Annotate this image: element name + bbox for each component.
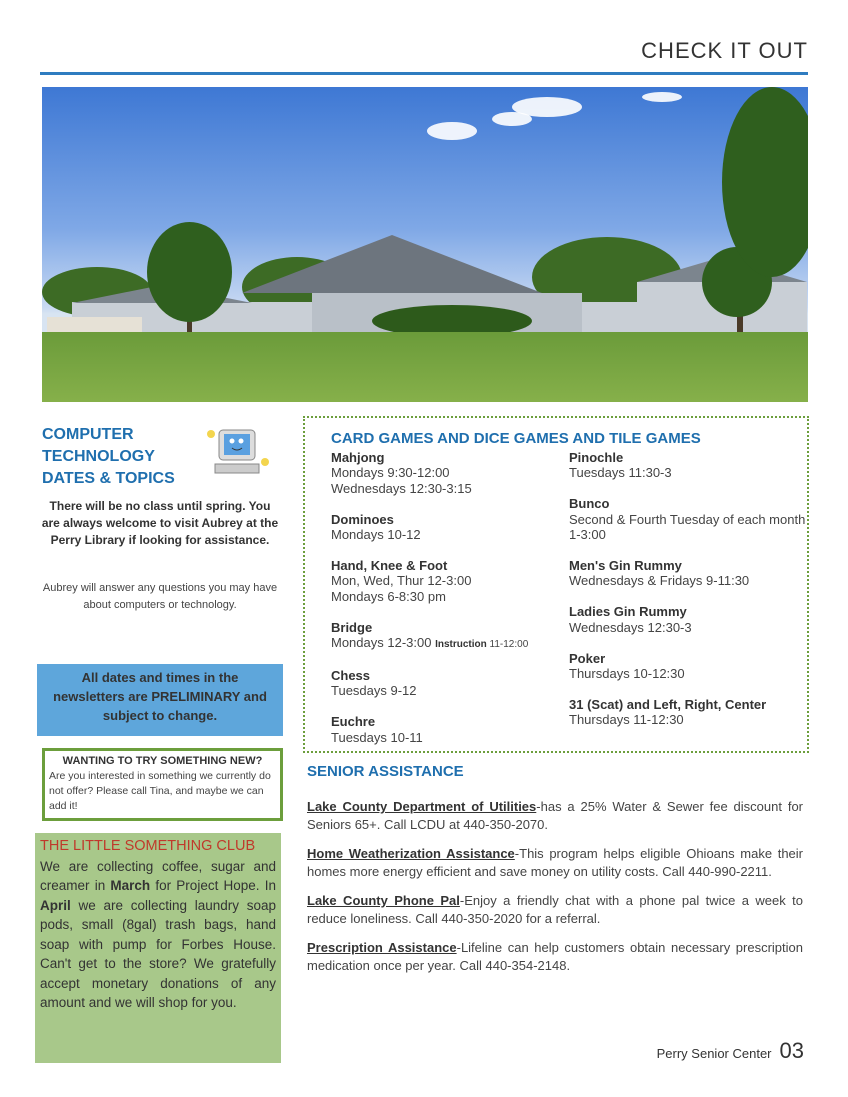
game-item — [331, 512, 569, 543]
games-title: CARD GAMES AND DICE GAMES AND TILE GAMES — [331, 430, 701, 447]
game-name: Euchre — [331, 714, 376, 730]
computer-class-notice: There will be no class until spring. You are always welcome to visit Aubrey at the Perry Library if looking for assistance. — [41, 499, 279, 547]
assistance-text: -Enjoy a friendly chat with a phone pal twice a week to reduce loneliness. Call 440-350-2020 for a referral. — [307, 893, 803, 926]
game-extra-time: 11-12:00 — [486, 639, 529, 651]
game-item — [569, 558, 807, 589]
game-time — [331, 683, 569, 698]
club-month: March — [110, 878, 151, 893]
game-time-text: Wednesdays 12:30-3:15 — [331, 480, 472, 496]
game-item — [569, 697, 807, 728]
title-line: TECHNOLOGY — [42, 448, 155, 465]
game-time-text: Mondays 9:30-12:00 — [331, 465, 450, 481]
game-item — [569, 651, 807, 682]
game-extra-label: Instruction — [435, 639, 487, 651]
game-name: Pinochle — [569, 450, 624, 465]
header-rule — [40, 72, 808, 75]
assistance-name: Lake County Phone Pal — [307, 893, 460, 908]
game-item — [331, 714, 569, 745]
game-time — [331, 730, 569, 745]
game-time-text: Tuesdays 9-12 — [331, 683, 417, 699]
club-text: for Project Hope. In — [150, 878, 276, 893]
game-time — [569, 512, 807, 543]
game-item — [569, 496, 807, 542]
game-time — [569, 712, 807, 727]
game-time-text: Mon, Wed, Thur 12-3:00 — [331, 573, 472, 589]
game-name: Dominoes — [331, 511, 394, 527]
wanting-something-new-box — [42, 748, 283, 821]
game-name: Ladies Gin Rummy — [569, 604, 687, 620]
game-time — [569, 573, 807, 588]
assistance-item — [307, 798, 803, 833]
game-name: Hand, Knee & Foot — [331, 558, 448, 574]
games-right-column — [569, 450, 807, 761]
game-time-text: Second & Fourth Tuesday of each month 1-3:00 — [569, 511, 806, 543]
assistance-name: Home Weatherization Assistance — [307, 846, 515, 861]
assistance-text: -has a 25% Water & Sewer fee discount for Seniors 65+. Call LCDU at 440-350-2070. — [307, 799, 804, 832]
assistance-item — [307, 939, 803, 974]
game-time — [331, 573, 569, 588]
game-item — [331, 558, 569, 604]
assistance-name: Prescription Assistance — [307, 940, 457, 955]
section-title: CHECK IT OUT — [641, 38, 808, 63]
game-time-text: Thursdays 11-12:30 — [569, 712, 684, 728]
game-time — [331, 635, 569, 652]
club-title: THE LITTLE SOMETHING CLUB — [40, 838, 256, 854]
game-time-text: Thursdays 10-12:30 — [569, 666, 685, 682]
page-footer — [657, 1038, 804, 1064]
game-name: 31 (Scat) and Left, Right, Center — [569, 696, 767, 712]
game-time — [331, 527, 569, 542]
game-time-text: Tuesdays 11:30-3 — [569, 465, 672, 481]
games-box — [303, 416, 809, 753]
computer-help-text: Aubrey will answer any questions you may have about computers or technology. — [42, 582, 278, 611]
computer-mascot-icon — [205, 426, 273, 480]
game-time — [331, 465, 569, 480]
game-item — [331, 620, 569, 653]
game-time-text: Wednesdays & Fridays 9-11:30 — [569, 573, 750, 589]
assistance-item — [307, 845, 803, 880]
game-time — [569, 666, 807, 681]
game-name: Men's Gin Rummy — [569, 558, 682, 574]
assistance-text: -This program helps eligible Ohioans make their homes more energy efficient and save money on utility costs. Call 440-990-2211. — [307, 846, 803, 879]
game-name: Poker — [569, 650, 606, 666]
senior-center-photo — [42, 87, 808, 402]
game-item — [331, 450, 569, 496]
footer-org: Perry Senior Center — [656, 1046, 772, 1061]
game-name: Bunco — [569, 496, 610, 512]
preliminary-notice: All dates and times in the newsletters are PRELIMINARY and subject to change. — [37, 664, 283, 736]
club-month: April — [40, 897, 71, 913]
games-left-column — [331, 450, 569, 761]
game-time-text: Mondays 12-3:00 — [331, 635, 436, 651]
senior-assistance-section — [307, 763, 803, 986]
game-time-text: Mondays 6-8:30 pm — [331, 588, 446, 604]
wanting-text: Are you interested in something we currently do not offer? Please call Tina, and maybe we can add it! — [49, 770, 271, 812]
club-text: we are collecting laundry soap pods, small (8gal) trash bags, hand soap with pump for Forbes House. Can't get to the store? We gratefully accept monetary donations of any amount and we will shop for you. — [40, 897, 276, 1010]
game-time-text: Wednesdays 12:30-3 — [569, 619, 692, 635]
computer-technology-title — [42, 424, 175, 490]
game-name: Bridge — [331, 619, 373, 635]
game-time-text: Tuesdays 10-11 — [331, 729, 423, 745]
page-number: 03 — [779, 1038, 804, 1063]
game-time-text: Mondays 10-12 — [331, 527, 421, 543]
game-time — [331, 589, 569, 604]
assistance-item — [307, 892, 803, 927]
title-line: COMPUTER — [42, 426, 134, 443]
game-time — [569, 620, 807, 635]
game-name: Mahjong — [331, 450, 385, 465]
club-text: We are collecting coffee, sugar and creamer in — [40, 858, 276, 893]
title-line: DATES & TOPICS — [42, 470, 175, 487]
assistance-name: Lake County Department of Utilities — [307, 799, 537, 814]
game-time — [331, 481, 569, 496]
game-time — [569, 465, 807, 480]
little-something-club-box — [35, 833, 281, 1063]
game-item — [569, 604, 807, 635]
game-name: Chess — [331, 668, 371, 684]
senior-assistance-title: SENIOR ASSISTANCE — [307, 763, 464, 780]
game-item — [331, 668, 569, 699]
assistance-text: -Lifeline can help customers obtain necessary prescription medication once per year. Call 440-354-2148. — [307, 940, 803, 973]
wanting-title: WANTING TO TRY SOMETHING NEW? — [62, 755, 263, 767]
game-item — [569, 450, 807, 481]
